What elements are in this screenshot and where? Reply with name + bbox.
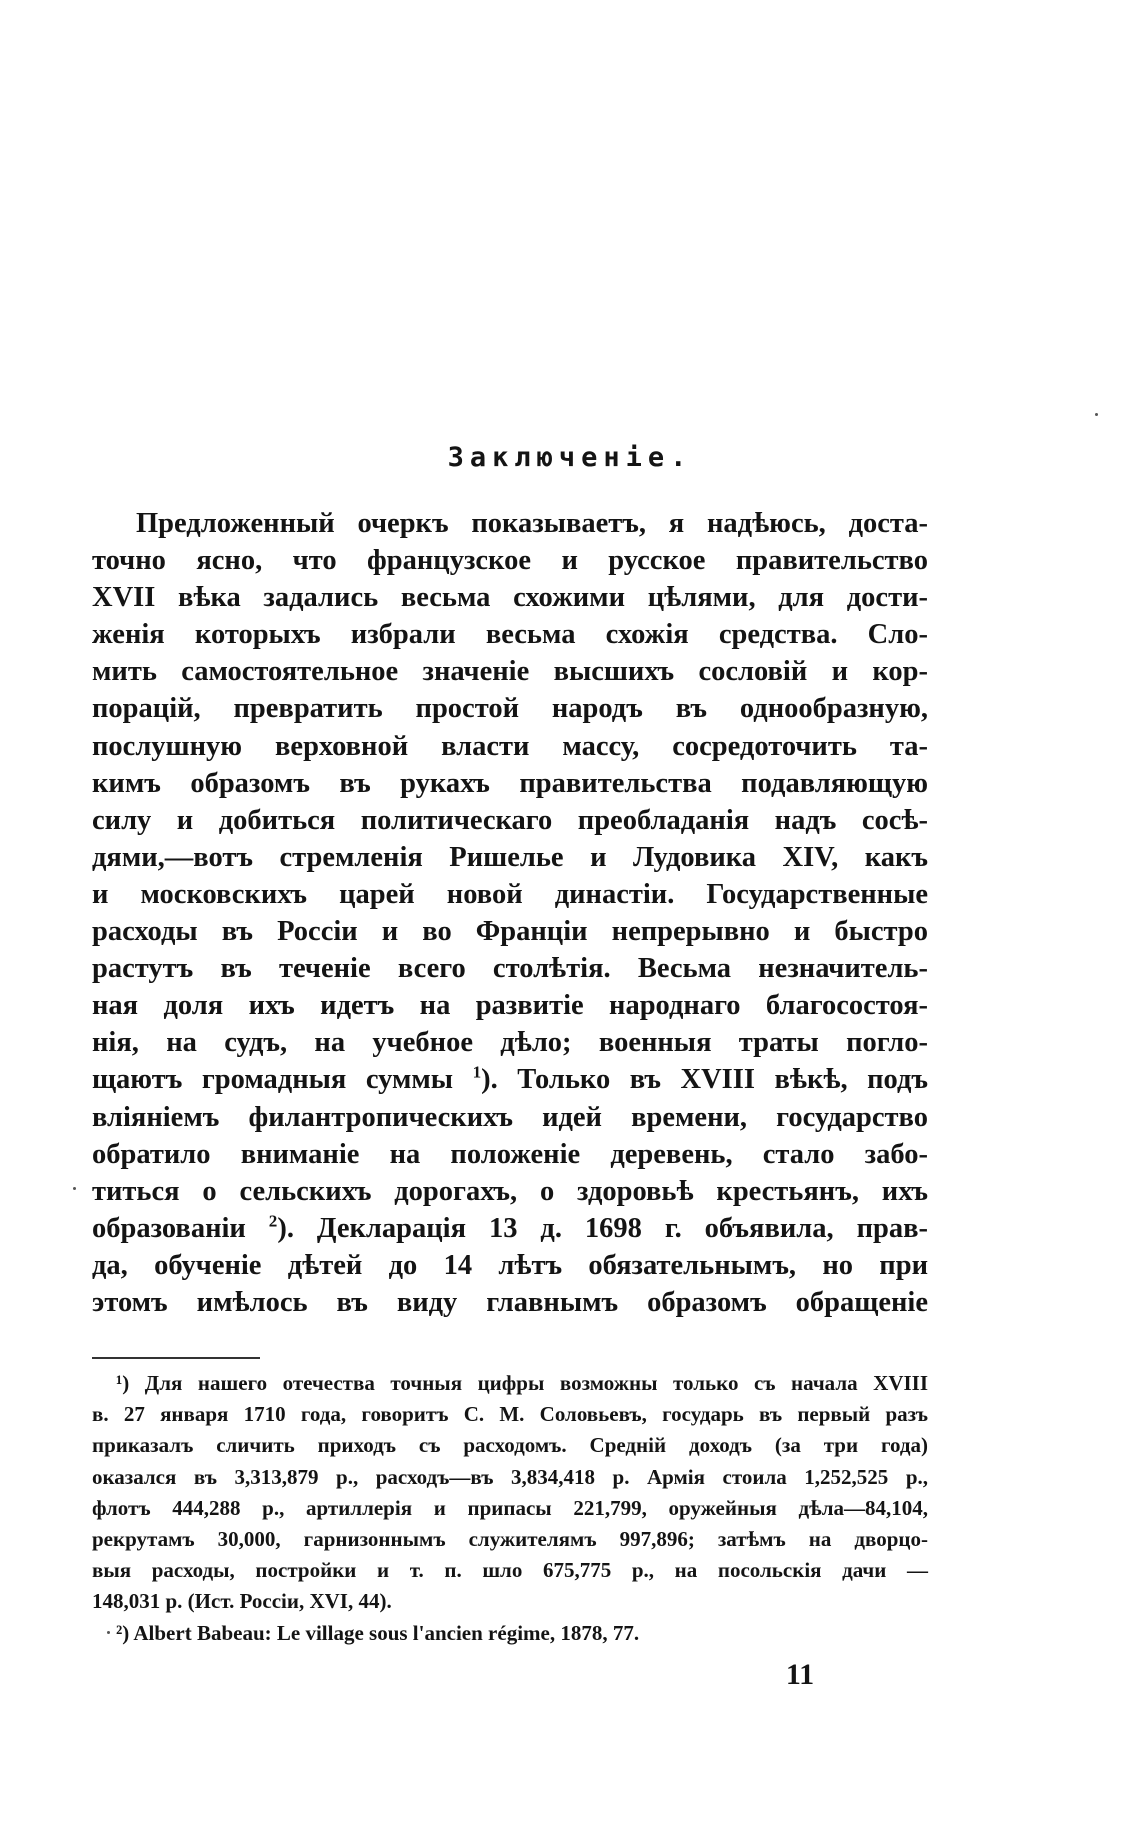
paragraph-line: ная доля ихъ идетъ на развитiе народнаго благосостоя- [92, 990, 928, 1022]
footnote-line: рекрутамъ 30,000, гарнизоннымъ служителямъ 997,896; затѣмъ на дворцо- [92, 1526, 928, 1551]
footnote-reference: 1 [472, 1062, 482, 1082]
line-text: ). Декларацiя 13 д. 1698 г. объявила, прав- [277, 1212, 928, 1244]
footnote-line: ²) Albert Babeau: Le village sous l'ancien régime, 1878, 77. [116, 1620, 640, 1645]
paragraph-line [92, 1061, 928, 1098]
chapter-heading: Заключенiе. [447, 442, 693, 473]
footnote-line: флотъ 444,288 р., артиллерiя и припасы 221,799, оружейныя дѣла—84,104, [92, 1495, 928, 1520]
paragraph-line: обратило вниманiе на положенiе деревень, стало забо- [92, 1138, 928, 1170]
paragraph-line: влiянiемъ филантропическихъ идей времени, государство [92, 1101, 928, 1133]
paragraph-line: титься о сельскихъ дорогахъ, о здоровьѣ крестьянъ, ихъ [92, 1175, 928, 1207]
footnote-line: выя расходы, постройки и т. п. шло 675,775 р., на посольскiя дачи — [92, 1558, 928, 1583]
footnotes [92, 1368, 928, 1649]
footnote-line: в. 27 января 1710 года, говоритъ С. М. Соловьевъ, государь въ первый разъ [92, 1402, 928, 1427]
paper-speck [1095, 413, 1098, 416]
footnote-reference: 2 [268, 1211, 278, 1231]
paragraph-line: кимъ образомъ въ рукахъ правительства подавляющую [92, 767, 928, 799]
paragraph-line: дями,—вотъ стремленiя Ришелье и Лудовика XIV, какъ [92, 841, 928, 873]
footnote-line: ¹) Для нашего отечества точныя цифры возможны только съ начала XVIII [116, 1371, 928, 1395]
paragraph-line: точно ясно, что французское и русское правительство [92, 545, 928, 577]
paragraph-line: мить самостоятельное значенiе высшихъ сословiй и кор- [92, 656, 928, 688]
paragraph-line: Предложенный очеркъ показываетъ, я надѣюсь, доста- [136, 508, 928, 539]
paragraph-line: порацiй, превратить простой народъ въ однообразную, [92, 693, 928, 725]
paper-speck [107, 1631, 110, 1634]
paragraph-line: растутъ въ теченiе всего столѣтiя. Весьма незначитель- [92, 953, 928, 985]
paragraph-line: и московскихъ царей новой династiи. Государственные [92, 878, 928, 910]
paragraph-line: этомъ имѣлось въ виду главнымъ образомъ обращенiе [92, 1286, 928, 1318]
paragraph-line: послушную верховной власти массу, сосредоточить та- [92, 730, 928, 762]
paragraph-line: женiя которыхъ избрали весьма схожiя средства. Сло- [92, 619, 928, 651]
paragraph-line: силу и добиться политическаго преобладанiя надъ сосѣ- [92, 804, 928, 836]
paragraph-line [92, 1210, 928, 1247]
line-text: образованiи [92, 1212, 269, 1244]
page-number: 11 [785, 1658, 815, 1691]
paragraph-line: нiя, на судъ, на учебное дѣло; военныя траты погло- [92, 1027, 928, 1059]
line-text: щаютъ громадныя суммы [92, 1064, 473, 1096]
footnote-line: оказался въ 3,313,879 р., расходъ—въ 3,834,418 р. Армiя стоила 1,252,525 р., [92, 1464, 928, 1489]
paragraph-line: да, обученiе дѣтей до 14 лѣтъ обязательнымъ, но при [92, 1249, 928, 1281]
main-paragraph [92, 505, 928, 1321]
line-text: ). Только въ XVIII вѣкѣ, подъ [481, 1064, 928, 1096]
footnote-line: 148,031 р. (Ист. Россiи, XVI, 44). [92, 1589, 392, 1614]
paragraph-line: расходы въ Россiи и во Францiи непрерывно и быстро [92, 916, 928, 948]
footnote-line: приказалъ сличить приходъ съ расходомъ. Среднiй доходъ (за три года) [92, 1433, 928, 1458]
paper-speck [73, 1187, 76, 1190]
paragraph-line: XVII вѣка задались весьма схожими цѣлями, для дости- [92, 582, 928, 614]
footnote-separator [92, 1357, 260, 1359]
